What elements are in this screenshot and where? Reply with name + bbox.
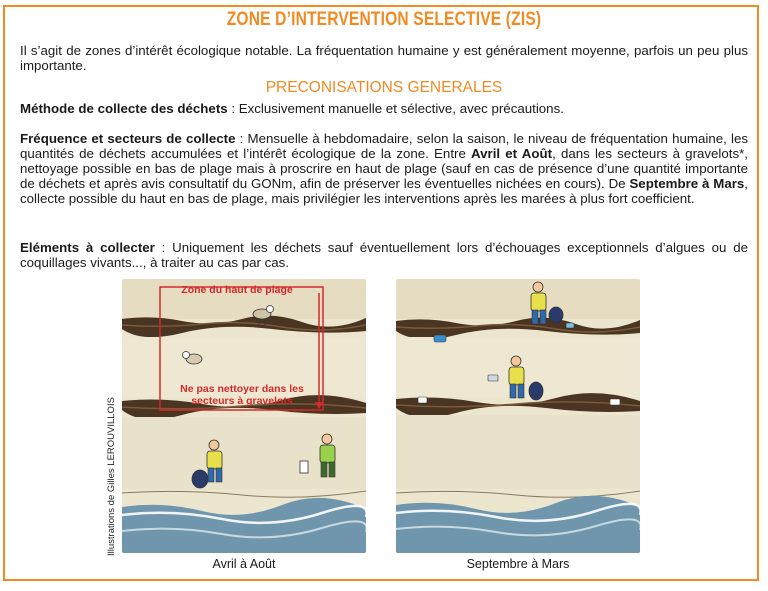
elements-text: : Uniquement les déchets sauf éventuellement lors d’échouages exceptionnels d’algues ou de coquillages vivants..., à traiter au cas par cas. [20, 240, 748, 270]
caption-april-august: Avril à Août [212, 557, 276, 571]
illustration-credit: Illustrations de Gilles LEROUVILLOIS [106, 397, 117, 556]
frequency-text-2: , dans les secteurs à gravelots*, nettoyage possible en bas de plage mais à proscrire en haut de plage (sauf en cas de présence d’une quantité importante de déchets et après avis consultatif du GONm, afin de préserver les éventuelles nichées en cours). De [20, 146, 748, 191]
zone-top-label: Zone du haut de plage [181, 284, 293, 296]
elements-label: Eléments à collecter [20, 240, 155, 255]
page-title: ZONE D’INTERVENTION SELECTIVE (ZIS) [226, 9, 542, 30]
illustration-april-august [122, 279, 366, 553]
elements-paragraph [20, 240, 748, 270]
frequency-paragraph [20, 131, 748, 206]
frequency-label: Fréquence et secteurs de collecte [20, 131, 236, 146]
caption-september-march: Septembre à Mars [466, 557, 570, 571]
method-paragraph [20, 101, 748, 116]
frequency-text-1: : Mensuelle à hebdomadaire, selon la saison, le niveau de fréquentation humaine, les quantités de déchets accumulées et l’intérêt écologique de la zone. Entre [20, 131, 748, 161]
frequency-text-3: , collecte possible du haut en bas de plage, mais privilégier les interventions après les marées à plus fort coefficient. [20, 176, 748, 206]
method-label: Méthode de collecte des déchets [20, 101, 228, 116]
zone-warning-label: Ne pas nettoyer dans les secteurs à gravelots [180, 383, 304, 407]
illustration-september-march [396, 279, 640, 553]
intro-paragraph: Il s’agit de zones d’intérêt écologique notable. La fréquentation humaine y est généralement moyenne, parfois un peu plus importante. [20, 43, 748, 73]
section-subtitle: PRECONISATIONS GENERALES [265, 79, 503, 96]
period-april-august: Avril et Août [471, 146, 553, 161]
period-september-march: Septembre à Mars [629, 176, 745, 191]
beach-scene-right [396, 279, 640, 553]
beach-scene-left [122, 279, 366, 553]
method-text: : Exclusivement manuelle et sélective, avec précautions. [227, 101, 564, 116]
